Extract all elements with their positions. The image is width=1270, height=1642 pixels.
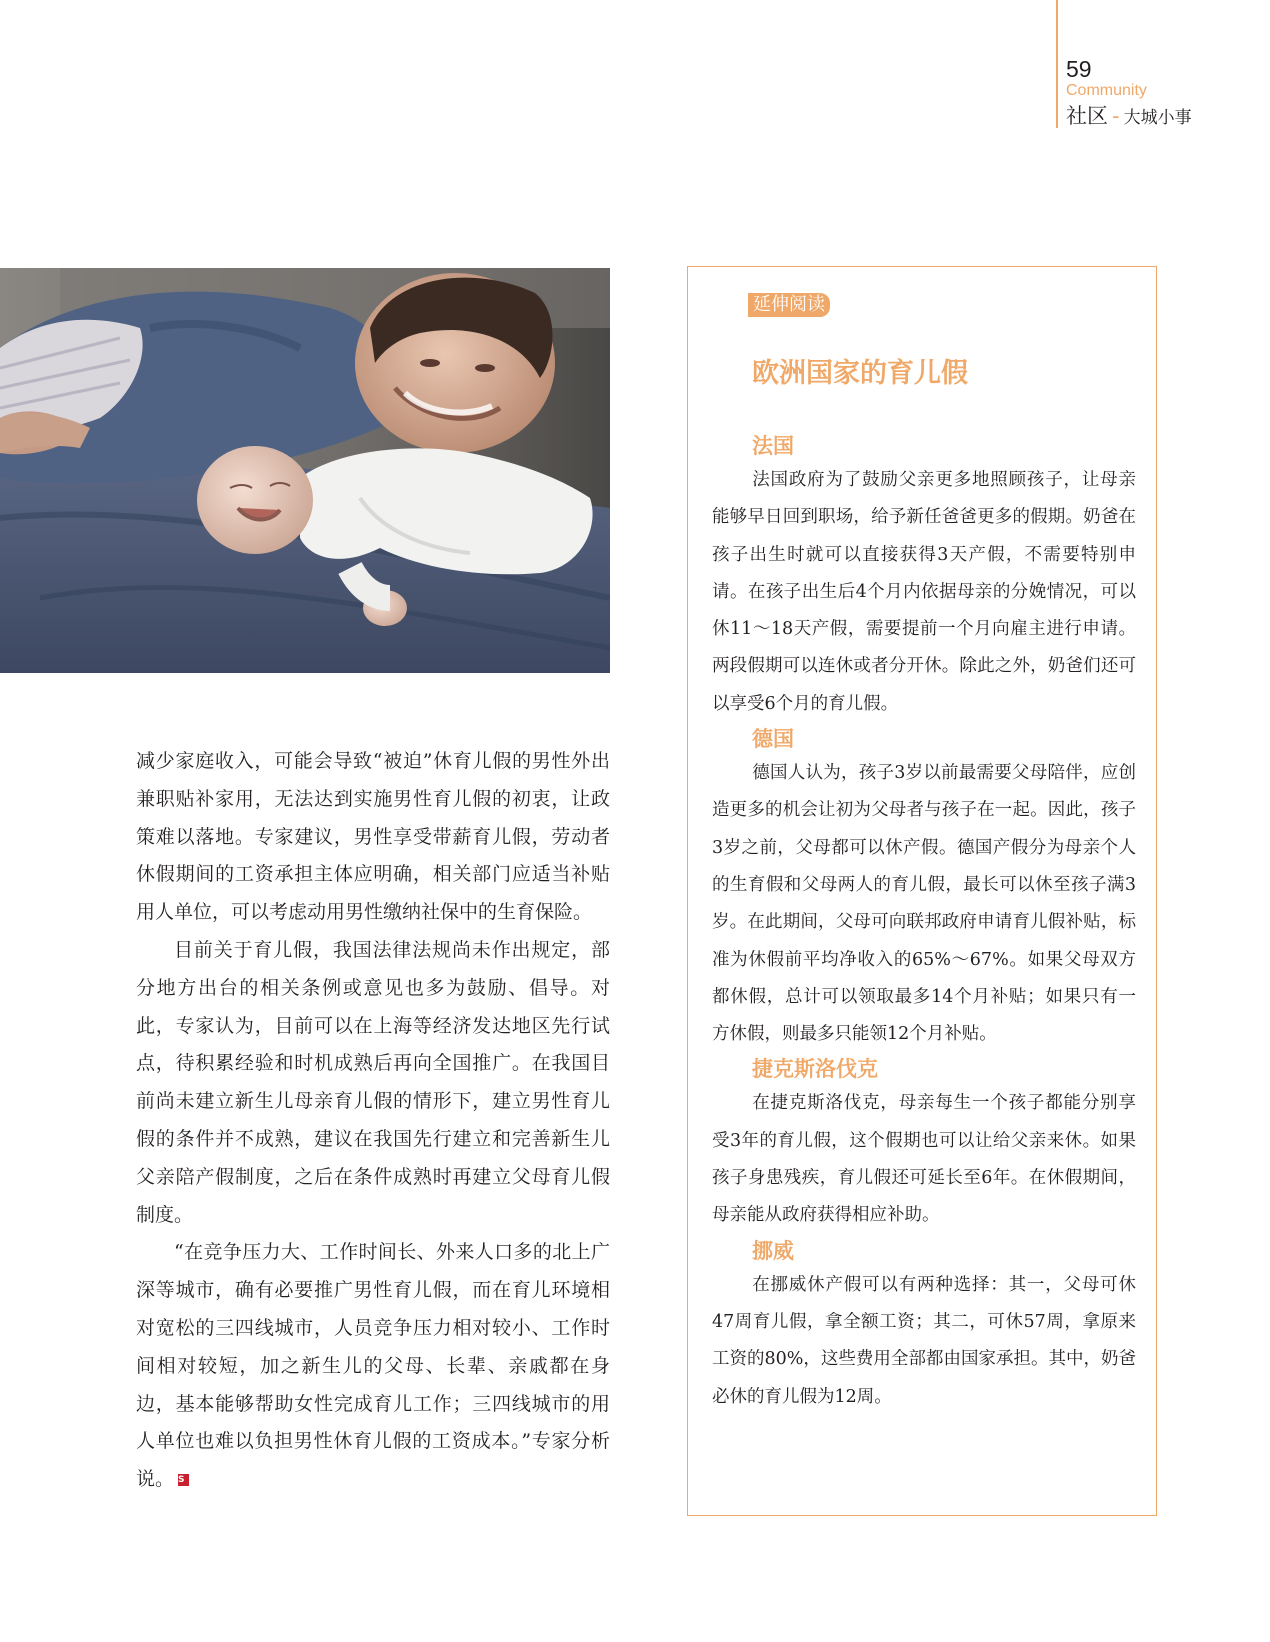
country-text-norway: 在挪威休产假可以有两种选择：其一，父母可休47周育儿假，拿全额工资；其二，可休57周，拿原来工资的80%，这些费用全部都由国家承担。其中，奶爸必休的育儿假为12周。	[712, 1274, 1136, 1407]
article-photo	[0, 268, 610, 673]
sidebar-body	[712, 430, 1136, 1416]
article-body	[136, 743, 610, 1499]
section-separator: -	[1112, 104, 1120, 128]
country-heading-czechoslovakia: 捷克斯洛伐克	[752, 1057, 878, 1082]
country-text-france: 法国政府为了鼓励父亲更多地照顾孩子，让母亲能够早日回到职场，给予新任爸爸更多的假期。奶爸在孩子出生时就可以直接获得3天产假，不需要特别申请。在孩子出生后4个月内依据母亲的分娩情况，可以休11～18天产假，需要提前一个月向雇主进行申请。两段假期可以连休或者分开休。除此之外，奶爸们还可以享受6个月的育儿假。	[712, 470, 1136, 714]
header-divider	[1056, 0, 1058, 128]
sidebar-title: 欧洲国家的育儿假	[752, 358, 968, 389]
article-paragraph-2: 目前关于育儿假，我国法律法规尚未作出规定，部分地方出台的相关条例或意见也多为鼓励、倡导。对此，专家认为，目前可以在上海等经济发达地区先行试点，待积累经验和时机成熟后再向全国推广。在我国目前尚未建立新生儿母亲育儿假的情形下，建立男性育儿假的条件并不成熟，建议在我国先行建立和完善新生儿父亲陪产假制度，之后在条件成熟时再建立父母育儿假制度。	[136, 938, 610, 1226]
father-baby-photo	[0, 268, 610, 673]
section-name-cn	[1066, 103, 1192, 131]
subsection-title: 大城小事	[1123, 108, 1192, 128]
article-paragraph-1: 减少家庭收入，可能会导致“被迫”休育儿假的男性外出兼职贴补家用，无法达到实施男性育儿假的初衷，让政策难以落地。专家建议，男性享受带薪育儿假，劳动者休假期间的工资承担主体应明确，相关部门应适当补贴用人单位，可以考虑动用男性缴纳社保中的生育保险。	[136, 750, 610, 924]
article-paragraph-3	[136, 1234, 610, 1499]
extended-reading-box	[687, 266, 1157, 1516]
country-text-germany: 德国人认为，孩子3岁以前最需要父母陪伴，应创造更多的机会让初为父母者与孩子在一起。因此，孩子3岁之前，父母都可以休产假。德国产假分为母亲个人的生育假和父母两人的育儿假，最长可以休至孩子满3岁。在此期间，父母可向联邦政府申请育儿假补贴，标准为休假前平均净收入的65%～67%。如果父母双方都休假，总计可以领取最多14个月补贴；如果只有一方休假，则最多只能领12个月补贴。	[712, 763, 1136, 1045]
section-name-en: Community	[1066, 82, 1147, 99]
end-mark-icon: S	[178, 1474, 189, 1486]
section-title: 社区	[1066, 104, 1108, 128]
extended-reading-tag: 延伸阅读	[748, 293, 830, 317]
article-paragraph-3-text: “在竞争压力大、工作时间长、外来人口多的北上广深等城市，确有必要推广男性育儿假，而在育儿环境相对宽松的三四线城市，人员竞争压力相对较小、工作时间相对较短，加之新生儿的父母、长辈、亲戚都在身边，基本能够帮助女性完成育儿工作；三四线城市的用人单位也难以负担男性休育儿假的工资成本。”专家分析说。	[136, 1241, 610, 1491]
country-heading-norway: 挪威	[752, 1238, 794, 1263]
country-heading-france: 法国	[752, 434, 794, 458]
country-text-czechoslovakia: 在捷克斯洛伐克，母亲每生一个孩子都能分别享受3年的育儿假，这个假期也可以让给父亲来休。如果孩子身患残疾，育儿假还可延长至6年。在休假期间，母亲能从政府获得相应补助。	[712, 1093, 1136, 1226]
page-number: 59	[1066, 56, 1092, 82]
country-heading-germany: 德国	[752, 727, 794, 752]
